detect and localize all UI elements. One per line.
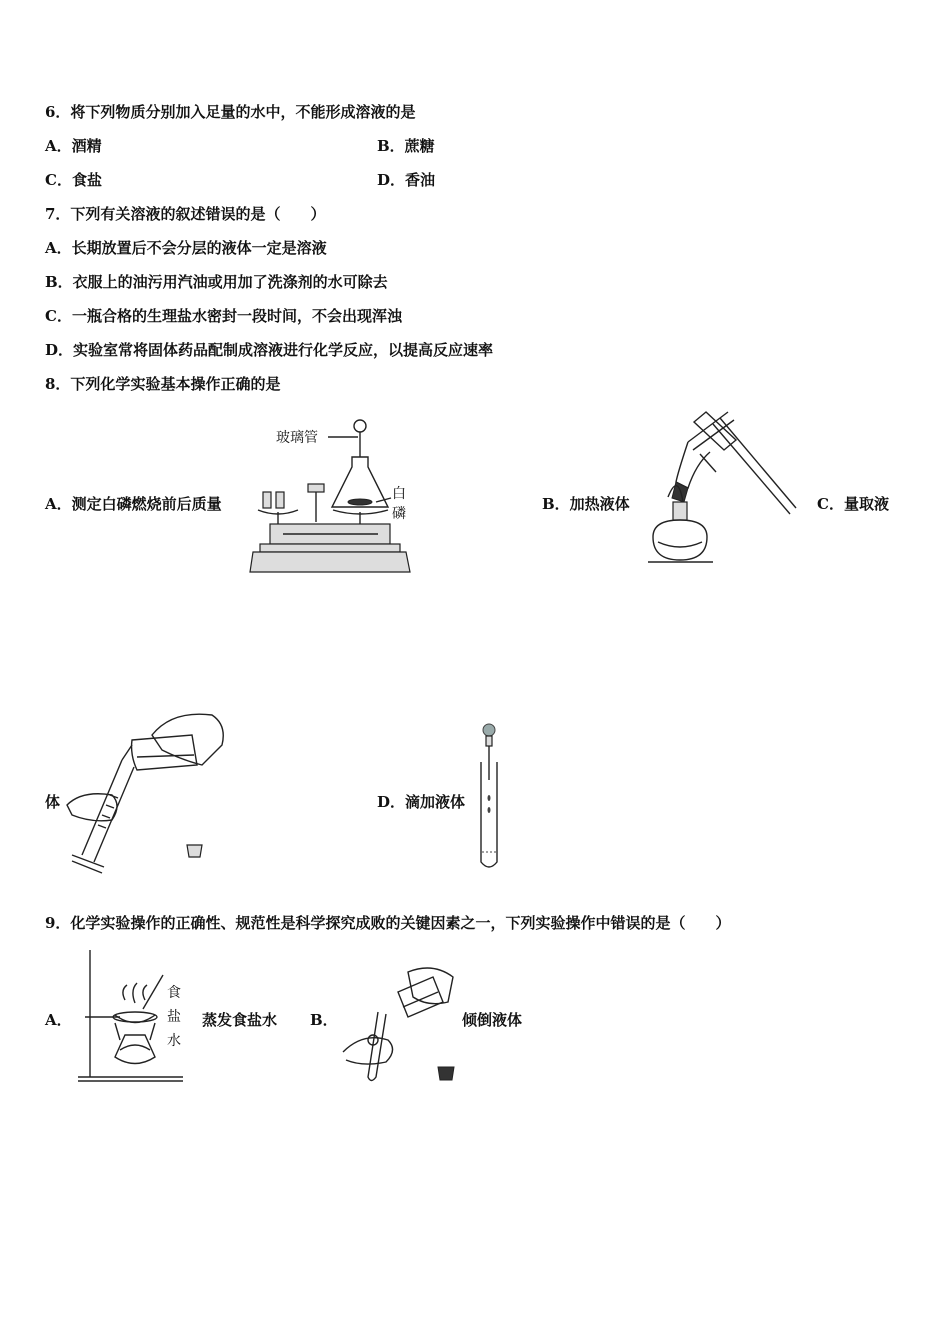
- q6-option-b: B．蔗糖: [377, 137, 435, 155]
- dropping-liquid-figure: [475, 720, 505, 875]
- q6-option-c: C．食盐: [45, 171, 102, 189]
- salt-water-label-2: 盐: [167, 1009, 181, 1025]
- pouring-liquid-figure: [338, 962, 463, 1087]
- q8-option-d: D．滴加液体: [377, 793, 466, 811]
- glass-tube-label: 玻璃管: [276, 430, 318, 446]
- q7-option-d: D．实验室常将固体药品配制成溶液进行化学反应，以提高反应速率: [45, 341, 494, 359]
- q6-option-d: D．香油: [377, 171, 436, 189]
- measuring-liquid-figure: [62, 705, 232, 875]
- white-phosphorus-label-1: 白: [392, 486, 406, 502]
- q9-option-b-text: 倾倒液体: [462, 1011, 523, 1029]
- q8-option-c-part2: 体: [45, 793, 61, 811]
- q9-option-a-text: 蒸发食盐水: [202, 1011, 278, 1029]
- balance-figure: [248, 412, 413, 577]
- q8-option-c-part1: C．量取液: [817, 495, 889, 513]
- q7-option-c: C．一瓶合格的生理盐水密封一段时间，不会出现浑浊: [45, 307, 402, 325]
- q7-option-b: B．衣服上的油污用汽油或用加了洗涤剂的水可除去: [45, 273, 388, 291]
- q6-stem: 6．将下列物质分别加入足量的水中，不能形成溶液的是: [45, 103, 416, 121]
- q8-stem: 8．下列化学实验基本操作正确的是: [45, 375, 281, 393]
- q6-option-a: A．酒精: [45, 137, 102, 155]
- q9-option-b-letter: B．: [310, 1011, 338, 1029]
- q7-stem: 7．下列有关溶液的叙述错误的是（ ）: [45, 205, 326, 223]
- q7-option-a: A．长期放置后不会分层的液体一定是溶液: [45, 239, 327, 257]
- evaporation-figure: [75, 945, 190, 1085]
- q9-option-a-letter: A．: [45, 1011, 72, 1029]
- q8-option-a: A．测定白磷燃烧前后质量: [45, 495, 222, 513]
- salt-water-label-1: 食: [167, 985, 181, 1001]
- white-phosphorus-label-2: 磷: [392, 506, 406, 522]
- q9-stem: 9．化学实验操作的正确性、规范性是科学探究成败的关键因素之一，下列实验操作中错误的是（ ）: [45, 914, 731, 932]
- salt-water-label-3: 水: [167, 1033, 181, 1049]
- q8-option-b: B．加热液体: [542, 495, 630, 513]
- heating-liquid-figure: [638, 402, 798, 570]
